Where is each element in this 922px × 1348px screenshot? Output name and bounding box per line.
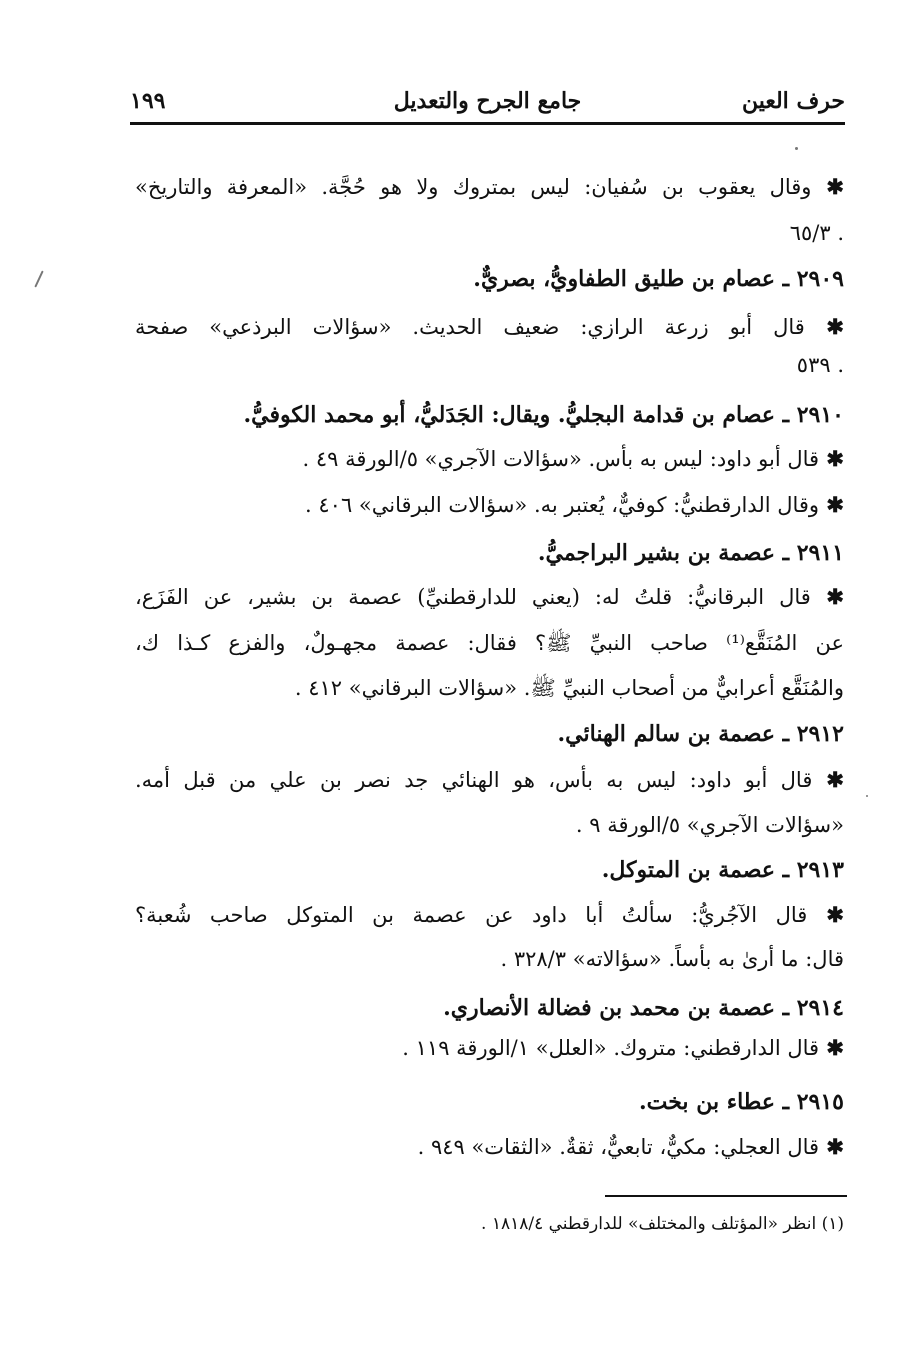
- entry-text-line: [576, 810, 844, 840]
- line-text: ٢٩١٤ ـ عصمة بن محمد بن فضالة الأنصاري.: [443, 995, 844, 1021]
- entry-text-line: [135, 172, 844, 202]
- header-book-title: جامع الجرح والتعديل: [393, 88, 582, 114]
- scan-speck: [866, 795, 868, 797]
- footnote: (١) انظر «المؤتلف والمختلف» للدارقطني ١٨١٨/٤ .: [481, 1214, 844, 1234]
- asterisk-icon: ✱: [819, 1035, 844, 1060]
- asterisk-icon: ✱: [819, 492, 844, 517]
- line-text: قال العجلي: مكيٌّ، تابعيٌّ، ثقةٌ. «الثقات» ٩٤٩ .: [417, 1135, 820, 1159]
- line-text: ٥٣٩ .: [796, 353, 844, 377]
- asterisk-icon: ✱: [807, 902, 844, 927]
- entry-heading: [639, 1087, 844, 1117]
- entry-text-line: [135, 900, 844, 930]
- line-text: عن المُنَقَّع⁽¹⁾ صاحب النبيِّ ﷺ؟ فقال: عصمة مجهـولٌ، والفزع كـذا ك،: [135, 631, 844, 655]
- asterisk-icon: ✱: [812, 767, 844, 792]
- line-text: ٢٩٠٩ ـ عصام بن طليق الطفاويُّ، بصريٌّ.: [473, 266, 844, 292]
- line-text: وقال يعقوب بن سُفيان: ليس بمتروك ولا هو حُجَّة. «المعرفة والتاريخ»: [135, 175, 812, 199]
- line-text: وقال الدارقطنيُّ: كوفيٌّ، يُعتبر به. «سؤالات البرقاني» ٤٠٦ .: [305, 493, 820, 517]
- entry-text-line: [305, 490, 844, 520]
- line-text: قال أبو داود: ليس به بأس. «سؤالات الآجري» ٥/الورقة ٤٩ .: [302, 447, 820, 471]
- line-text: قال أبو داود: ليس به بأس، هو الهنائي جد نصر بن علي من قبل أمه.: [135, 768, 813, 792]
- asterisk-icon: ✱: [804, 314, 844, 339]
- asterisk-icon: ✱: [810, 584, 844, 609]
- line-text: قال الآجُريُّ: سألتُ أبا داود عن عصمة بن المتوكل صاحب شُعبة؟: [135, 903, 808, 927]
- entry-text-line: [135, 312, 844, 342]
- entry-text-line: [797, 350, 844, 380]
- line-text: ٢٩١١ ـ عصمة بن بشير البراجميُّ.: [537, 540, 844, 566]
- entry-text-line: [135, 582, 844, 612]
- line-text: قال: ما أرىٰ به بأساً. «سؤالاته» ٣٢٨/٣ .: [500, 947, 844, 971]
- line-text: ٢٩١٥ ـ عطاء بن بخت.: [638, 1089, 844, 1115]
- line-text: «سؤالات الآجري» ٥/الورقة ٩ .: [575, 813, 844, 837]
- line-text: والمُنَقَّع أعرابيٌّ من أصحاب النبيِّ ﷺ. «سؤالات البرقاني» ٤١٢ .: [294, 676, 844, 700]
- entry-text-line: [135, 628, 844, 658]
- entry-heading: [558, 719, 845, 749]
- entry-text-line: [303, 444, 845, 474]
- entry-text-line: [790, 218, 844, 248]
- scan-speck: [795, 147, 798, 150]
- line-text: ٢٩١٣ ـ عصمة بن المتوكل.: [601, 857, 844, 883]
- entry-text-line: [295, 673, 844, 703]
- line-text: قال أبو زرعة الرازي: ضعيف الحديث. «سؤالات البرذعي» صفحة: [135, 315, 805, 339]
- running-header: [130, 86, 845, 120]
- entry-heading: [443, 993, 844, 1023]
- line-text: قال الدارقطني: متروك. «العلل» ١/الورقة ١١٩ .: [402, 1036, 820, 1060]
- line-text: ٢٩١٢ ـ عصمة بن سالم الهنائي.: [557, 721, 844, 747]
- entry-heading: [244, 400, 844, 430]
- footnote-rule: [605, 1195, 847, 1197]
- line-text: ٢٩١٠ ـ عصام بن قدامة البجليُّ. ويقال: الجَدَليُّ، أبو محمد الكوفيُّ.: [243, 402, 844, 428]
- scan-speck: [34, 270, 43, 287]
- asterisk-icon: ✱: [819, 446, 844, 471]
- entry-text-line: [500, 944, 844, 974]
- entry-heading: [473, 264, 844, 294]
- entry-text-line: [418, 1132, 844, 1162]
- asterisk-icon: ✱: [819, 1134, 844, 1159]
- entry-text-line: [135, 765, 844, 795]
- entry-heading: [538, 538, 844, 568]
- header-chapter-title: حرف العين: [741, 88, 845, 114]
- asterisk-icon: ✱: [811, 174, 844, 199]
- entry-heading: [602, 855, 844, 885]
- header-rule: [130, 122, 845, 125]
- page-number: ١٩٩: [130, 88, 166, 114]
- line-text: قال البرقانيُّ: قلتُ له: (يعني للدارقطنيِّ) عصمة بن بشير، عن الفَزَع،: [135, 585, 811, 609]
- entry-text-line: [402, 1033, 844, 1063]
- line-text: ٦٥/٣ .: [789, 221, 844, 245]
